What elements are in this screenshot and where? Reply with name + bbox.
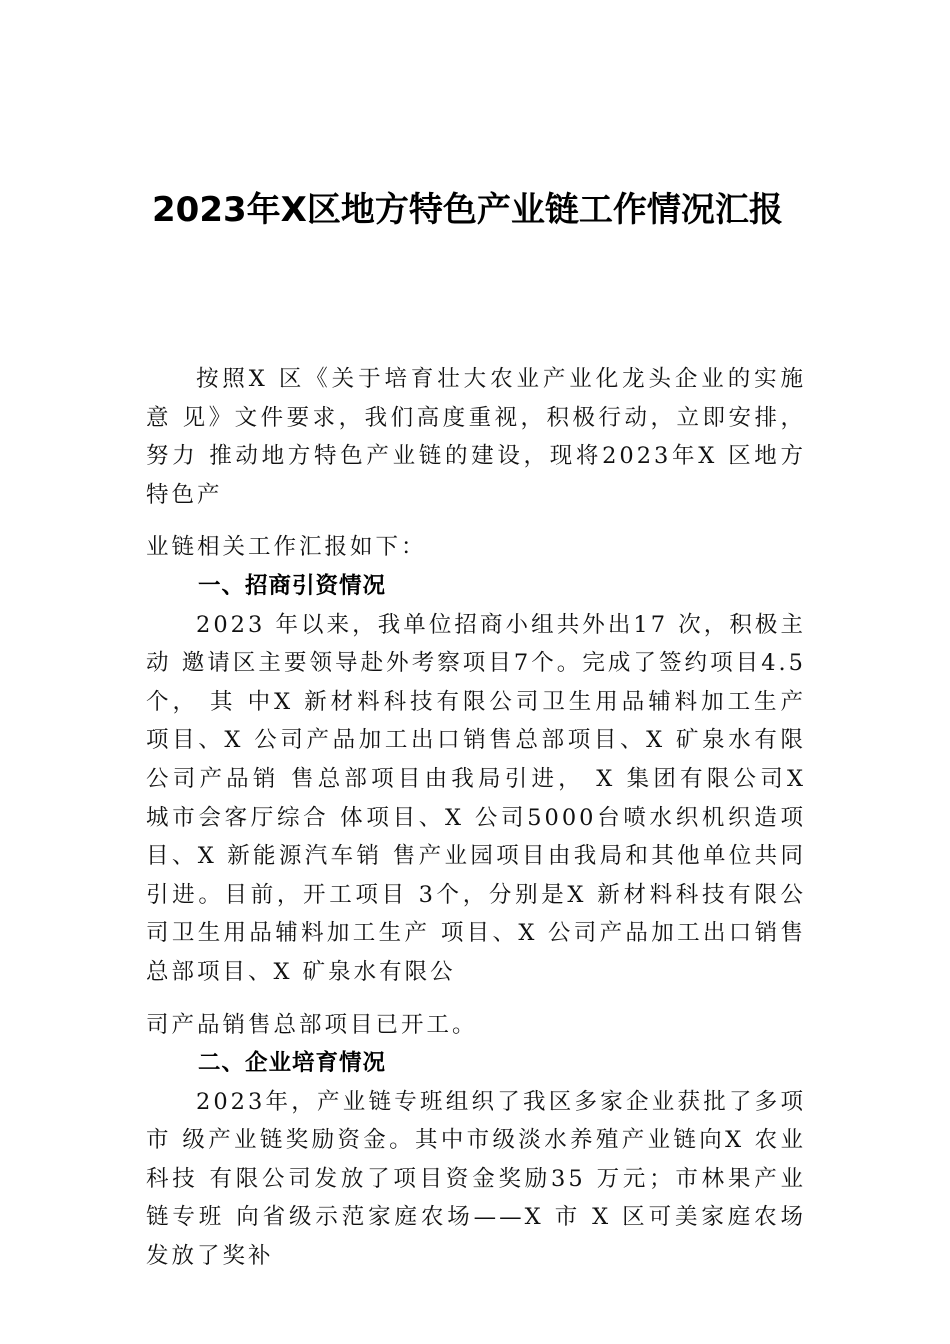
investment-paragraph: 2023 年以来，我单位招商小组共外出17 次，积极主动 邀请区主要领导赴外考察项目7个。完成了签约项目4.5个， 其 中X 新材料科技有限公司卫生用品辅料加工生产项目、X 公司产品加工出口销售总部项目、X 矿泉水有限公司产品销 售总部项目由我局引进， X 集团有限公司X 城市会客厅综合 体项目、X 公司5000台喷水织机织造项目、X 新能源汽车销 售产业园项目由我局和其他单位共同引进。目前，开工项目 3个，分别是X 新材料科技有限公司卫生用品辅料加工生产 项目、X 公司产品加工出口销售总部项目、X 矿泉水有限公 [146,611,806,985]
intro-paragraph-continued: 业链相关工作汇报如下： [146,534,427,561]
enterprise-paragraph: 2023年，产业链专班组织了我区多家企业获批了多项市 级产业链奖励资金。其中市级淡水养殖产业链向X 农业科技 有限公司发放了项目资金奖励35 万元；市林果产业链专班 向省级示范家庭农场——X 市 X 区可美家庭农场发放了奖补 [146,1088,806,1270]
section-heading-investment: 一、招商引资情况 [198,572,387,599]
document-title: 2023年X区地方特色产业链工作情况汇报 [152,190,783,230]
intro-paragraph: 按照X 区《关于培育壮大农业产业化龙头企业的实施意 见》文件要求，我们高度重视，积极行动，立即安排，努力 推动地方特色产业链的建设，现将2023年X 区地方特色产 [146,366,806,508]
document-body [146,360,806,1276]
investment-paragraph-continued: 司产品销售总部项目已开工。 [146,1011,478,1038]
section-heading-enterprise: 二、企业培育情况 [198,1050,387,1077]
